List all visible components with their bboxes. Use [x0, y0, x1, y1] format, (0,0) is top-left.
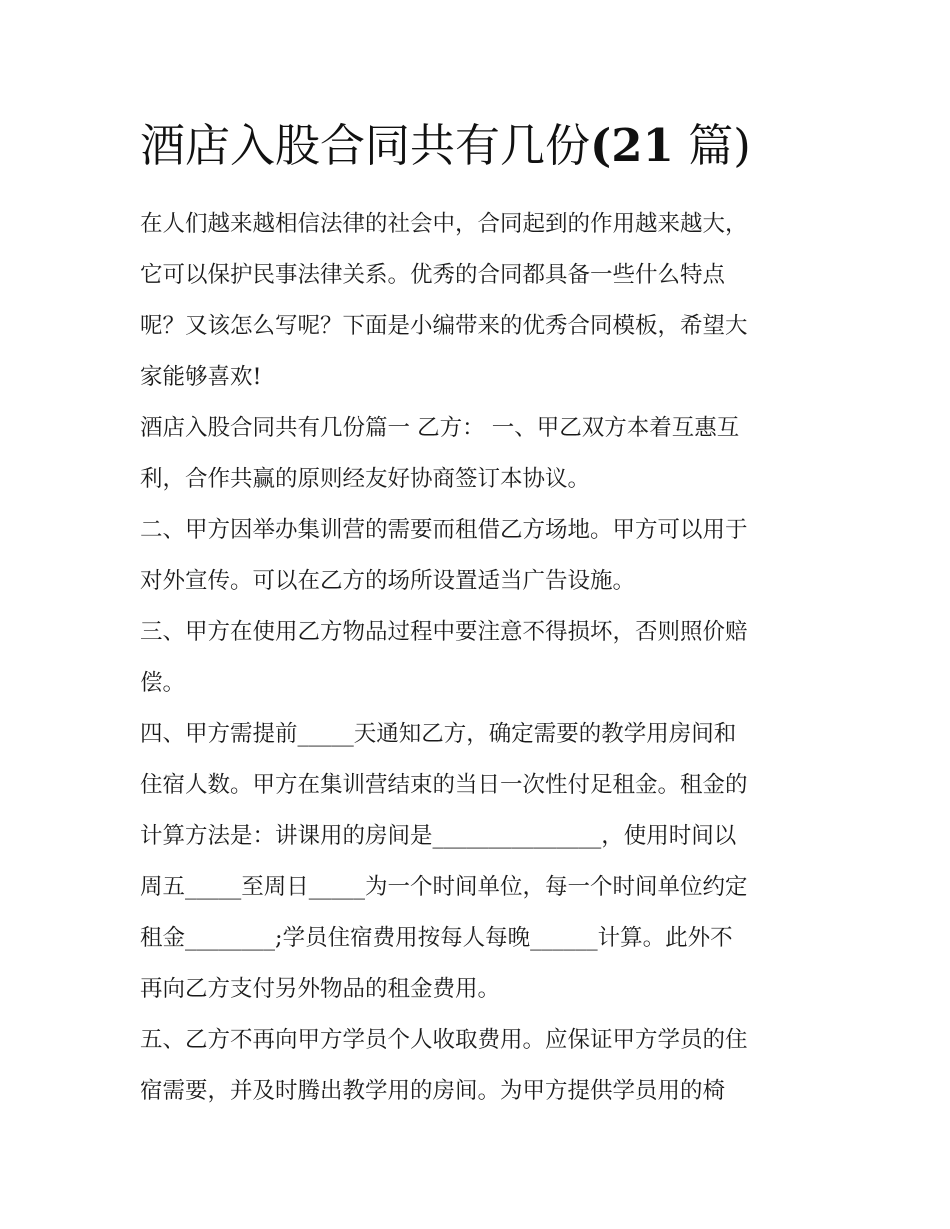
body-line: 周五_____至周日_____为一个时间单位，每一个时间单位约定 — [140, 874, 748, 900]
body-line: 利，合作共赢的原则经友好协商签订本协议。 — [140, 466, 591, 492]
body-line: 四、甲方需提前_____天通知乙方，确定需要的教学用房间和 — [140, 721, 737, 747]
body-line: 偿。 — [140, 670, 186, 696]
body-line: 酒店入股合同共有几份篇一 乙方： 一、甲乙双方本着互惠互 — [140, 415, 740, 441]
body-line: 住宿人数。甲方在集训营结束的当日一次性付足租金。租金的 — [140, 772, 748, 798]
document-body — [140, 199, 815, 1117]
document-title — [140, 116, 751, 176]
body-line: 宿需要，并及时腾出教学用的房间。为甲方提供学员用的椅 — [140, 1078, 726, 1104]
body-line: 对外宣传。可以在乙方的场所设置适当广告设施。 — [140, 568, 636, 594]
body-line: 再向乙方支付另外物品的租金费用。 — [140, 976, 501, 1002]
title-count: (21 — [590, 119, 674, 172]
body-line: 家能够喜欢! — [140, 364, 262, 390]
body-line: 五、乙方不再向甲方学员个人收取费用。应保证甲方学员的住 — [140, 1027, 748, 1053]
title-suffix: 篇) — [673, 119, 751, 172]
body-line: 租金________;学员住宿费用按每人每晚______计算。此外不 — [140, 925, 733, 951]
body-line: 在人们越来越相信法律的社会中，合同起到的作用越来越大， — [140, 211, 748, 237]
body-line: 呢？又该怎么写呢？下面是小编带来的优秀合同模板，希望大 — [140, 313, 748, 339]
body-line: 三、甲方在使用乙方物品过程中要注意不得损坏，否则照价赔 — [140, 619, 748, 645]
title-text: 酒店入股合同共有几份 — [140, 119, 591, 172]
body-line: 它可以保护民事法律关系。优秀的合同都具备一些什么特点 — [140, 262, 726, 288]
body-line: 二、甲方因举办集训营的需要而租借乙方场地。甲方可以用于 — [140, 517, 748, 543]
body-line: 计算方法是：讲课用的房间是_______________，使用时间以 — [140, 823, 737, 849]
